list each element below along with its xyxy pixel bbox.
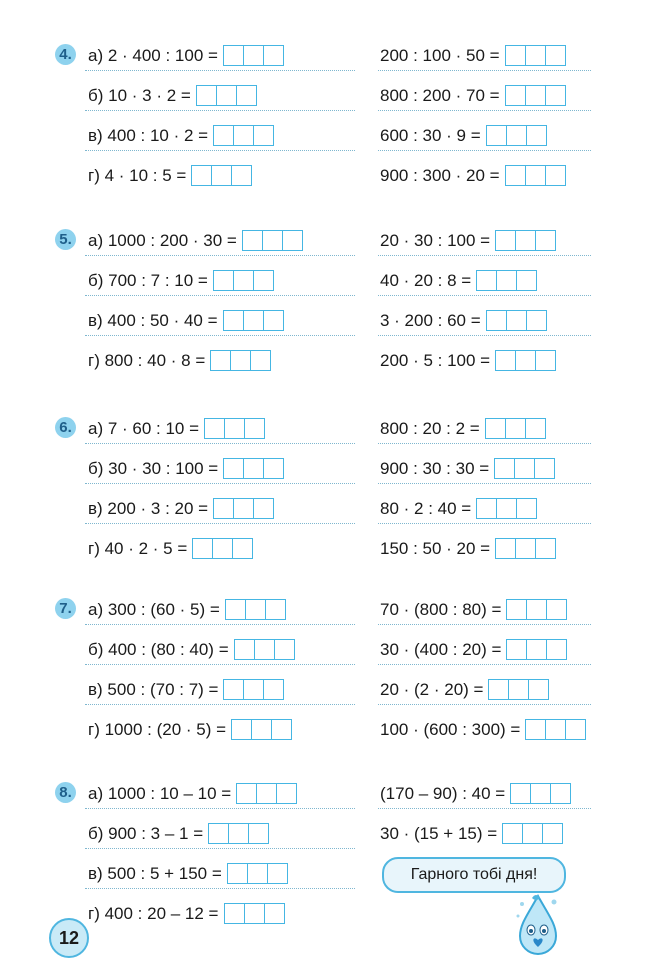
expression-right: 200 · 5 : 100 = bbox=[380, 350, 491, 370]
answer-box[interactable] bbox=[476, 270, 537, 291]
expression-right: 3 · 200 : 60 = bbox=[380, 310, 481, 330]
expression-right: 20 · 30 : 100 = bbox=[380, 230, 491, 250]
exercise-row bbox=[0, 40, 653, 80]
expression-right: 600 : 30 · 9 = bbox=[380, 125, 481, 145]
exercise-row bbox=[0, 305, 653, 345]
dotted-line bbox=[85, 483, 355, 484]
dotted-line bbox=[378, 664, 591, 665]
answer-box[interactable] bbox=[506, 639, 567, 660]
answer-box[interactable] bbox=[196, 85, 257, 106]
expression-left: б) 900 : 3 – 1 = bbox=[88, 823, 204, 843]
answer-box[interactable] bbox=[505, 45, 566, 66]
exercise-row bbox=[0, 818, 653, 858]
exercise-row bbox=[0, 674, 653, 714]
answer-box[interactable] bbox=[476, 498, 537, 519]
exercise-row bbox=[0, 225, 653, 265]
answer-box[interactable] bbox=[213, 125, 274, 146]
dotted-line bbox=[378, 483, 591, 484]
answer-box[interactable] bbox=[510, 783, 571, 804]
dotted-line bbox=[378, 624, 591, 625]
answer-box[interactable] bbox=[495, 538, 556, 559]
answer-box[interactable] bbox=[485, 418, 546, 439]
water-drop-mascot-icon bbox=[510, 890, 566, 960]
answer-box[interactable] bbox=[525, 719, 586, 740]
expression-right: 150 : 50 · 20 = bbox=[380, 538, 491, 558]
expression-left: а) 300 : (60 · 5) = bbox=[88, 599, 220, 619]
answer-box[interactable] bbox=[505, 165, 566, 186]
answer-box[interactable] bbox=[486, 125, 547, 146]
expression-left: г) 1000 : (20 · 5) = bbox=[88, 719, 227, 739]
answer-box[interactable] bbox=[505, 85, 566, 106]
dotted-line bbox=[378, 335, 591, 336]
exercise-number-badge: 8. bbox=[55, 782, 76, 803]
exercise-number-badge: 5. bbox=[55, 229, 76, 250]
answer-box[interactable] bbox=[213, 270, 274, 291]
exercise-number-badge: 4. bbox=[55, 44, 76, 65]
exercise-row bbox=[0, 493, 653, 533]
dotted-line bbox=[378, 808, 591, 809]
answer-box[interactable] bbox=[234, 639, 295, 660]
expression-left: а) 1000 : 10 – 10 = bbox=[88, 783, 232, 803]
dotted-line bbox=[378, 150, 591, 151]
expression-right: 900 : 300 · 20 = bbox=[380, 165, 500, 185]
expression-left: в) 400 : 50 · 40 = bbox=[88, 310, 218, 330]
dotted-line bbox=[378, 70, 591, 71]
answer-box[interactable] bbox=[488, 679, 549, 700]
expression-left: а) 1000 : 200 · 30 = bbox=[88, 230, 237, 250]
exercise-row bbox=[0, 714, 653, 754]
answer-box[interactable] bbox=[223, 458, 284, 479]
answer-box[interactable] bbox=[242, 230, 303, 251]
dotted-line bbox=[85, 335, 355, 336]
dotted-line bbox=[85, 624, 355, 625]
dotted-line bbox=[378, 110, 591, 111]
expression-right: 200 : 100 · 50 = bbox=[380, 45, 500, 65]
dotted-line bbox=[378, 704, 591, 705]
answer-box[interactable] bbox=[223, 310, 284, 331]
dotted-line bbox=[378, 255, 591, 256]
exercise-row bbox=[0, 265, 653, 305]
answer-box[interactable] bbox=[506, 599, 567, 620]
dotted-line bbox=[378, 443, 591, 444]
exercise-row bbox=[0, 120, 653, 160]
expression-right: 30 · (400 : 20) = bbox=[380, 639, 502, 659]
answer-box[interactable] bbox=[495, 230, 556, 251]
exercise-row bbox=[0, 160, 653, 200]
expression-left: в) 200 · 3 : 20 = bbox=[88, 498, 209, 518]
exercise-row bbox=[0, 594, 653, 634]
expression-left: в) 500 : (70 : 7) = bbox=[88, 679, 219, 699]
answer-box[interactable] bbox=[236, 783, 297, 804]
answer-box[interactable] bbox=[223, 45, 284, 66]
expression-right: 30 · (15 + 15) = bbox=[380, 823, 498, 843]
exercise-row bbox=[0, 453, 653, 493]
exercise-row bbox=[0, 80, 653, 120]
dotted-line bbox=[85, 70, 355, 71]
expression-left: г) 800 : 40 · 8 = bbox=[88, 350, 206, 370]
dotted-line bbox=[85, 523, 355, 524]
exercise-row bbox=[0, 634, 653, 674]
expression-left: б) 10 · 3 · 2 = bbox=[88, 85, 191, 105]
expression-left: б) 30 · 30 : 100 = bbox=[88, 458, 219, 478]
expression-right: 20 · (2 · 20) = bbox=[380, 679, 484, 699]
expression-left: г) 400 : 20 – 12 = bbox=[88, 903, 219, 923]
expression-left: б) 700 : 7 : 10 = bbox=[88, 270, 208, 290]
dotted-line bbox=[85, 255, 355, 256]
expression-left: в) 400 : 10 · 2 = bbox=[88, 125, 209, 145]
dotted-line bbox=[85, 295, 355, 296]
answer-box[interactable] bbox=[208, 823, 269, 844]
expression-right: 80 · 2 : 40 = bbox=[380, 498, 472, 518]
dotted-line bbox=[85, 704, 355, 705]
exercise-row bbox=[0, 345, 653, 385]
page-number: 12 bbox=[49, 918, 89, 958]
answer-box[interactable] bbox=[192, 538, 253, 559]
answer-box[interactable] bbox=[225, 599, 286, 620]
answer-box[interactable] bbox=[502, 823, 563, 844]
dotted-line bbox=[85, 808, 355, 809]
expression-right: 100 · (600 : 300) = bbox=[380, 719, 521, 739]
expression-left: г) 4 · 10 : 5 = bbox=[88, 165, 187, 185]
expression-right: 900 : 30 : 30 = bbox=[380, 458, 490, 478]
expression-left: в) 500 : 5 + 150 = bbox=[88, 863, 222, 883]
answer-box[interactable] bbox=[204, 418, 265, 439]
answer-box[interactable] bbox=[231, 719, 292, 740]
dotted-line bbox=[85, 888, 355, 889]
answer-box[interactable] bbox=[224, 903, 285, 924]
exercise-number-badge: 6. bbox=[55, 417, 76, 438]
answer-box[interactable] bbox=[495, 350, 556, 371]
greeting-badge: Гарного тобі дня! bbox=[382, 857, 566, 893]
answer-box[interactable] bbox=[486, 310, 547, 331]
answer-box[interactable] bbox=[227, 863, 288, 884]
expression-left: а) 7 · 60 : 10 = bbox=[88, 418, 200, 438]
expression-right: 70 · (800 : 80) = bbox=[380, 599, 502, 619]
answer-box[interactable] bbox=[494, 458, 555, 479]
dotted-line bbox=[85, 848, 355, 849]
dotted-line bbox=[85, 664, 355, 665]
exercise-row bbox=[0, 413, 653, 453]
expression-left: б) 400 : (80 : 40) = bbox=[88, 639, 229, 659]
dotted-line bbox=[378, 523, 591, 524]
answer-box[interactable] bbox=[223, 679, 284, 700]
expression-left: г) 40 · 2 · 5 = bbox=[88, 538, 188, 558]
dotted-line bbox=[85, 150, 355, 151]
exercise-row bbox=[0, 533, 653, 573]
dotted-line bbox=[85, 110, 355, 111]
expression-right: 800 : 20 : 2 = bbox=[380, 418, 480, 438]
exercise-number-badge: 7. bbox=[55, 598, 76, 619]
expression-right: (170 – 90) : 40 = bbox=[380, 783, 506, 803]
dotted-line bbox=[85, 443, 355, 444]
answer-box[interactable] bbox=[191, 165, 252, 186]
dotted-line bbox=[378, 295, 591, 296]
expression-right: 40 · 20 : 8 = bbox=[380, 270, 472, 290]
exercise-row bbox=[0, 778, 653, 818]
expression-left: а) 2 · 400 : 100 = bbox=[88, 45, 218, 65]
answer-box[interactable] bbox=[213, 498, 274, 519]
expression-right: 800 : 200 · 70 = bbox=[380, 85, 500, 105]
answer-box[interactable] bbox=[210, 350, 271, 371]
